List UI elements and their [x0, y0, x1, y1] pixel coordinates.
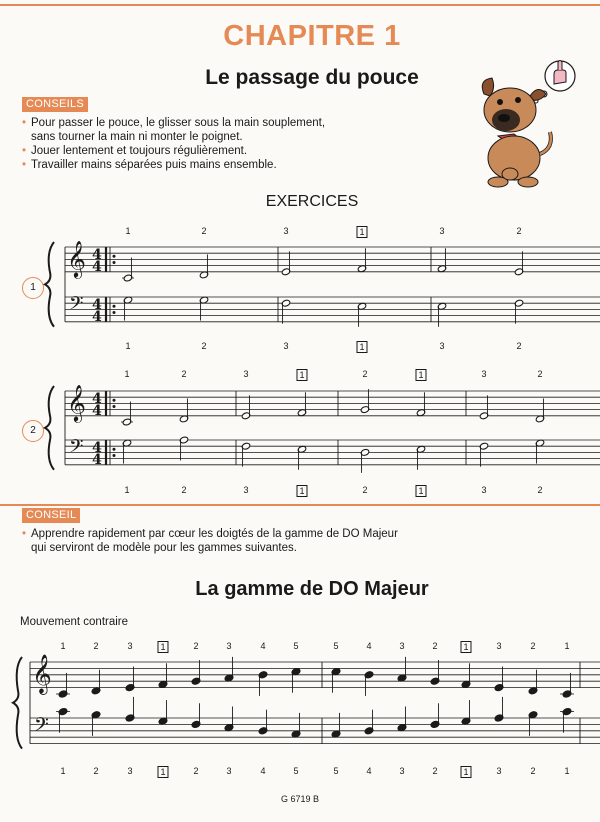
conseils-label: CONSEILS — [22, 97, 88, 112]
finger-number: 3 — [127, 766, 133, 776]
finger-number: 2 — [537, 485, 543, 495]
finger-number: 2 — [181, 485, 187, 495]
time-signature: 4 — [92, 390, 102, 407]
finger-number: 4 — [366, 641, 372, 651]
finger-number: 2 — [362, 369, 368, 379]
finger-number: 2 — [93, 641, 99, 651]
finger-number: 1 — [415, 485, 426, 497]
finger-number: 1 — [157, 766, 168, 778]
exercices-title: EXERCICES — [265, 193, 359, 210]
bass-clef: 𝄢 — [69, 293, 84, 320]
conseil-item: • Jouer lentement et toujours régulièrement. — [22, 144, 325, 158]
chapter-title: CHAPITRE 1 — [223, 20, 401, 52]
grand-staff-brace — [45, 386, 54, 470]
bass-clef: 𝄢 — [34, 714, 49, 741]
time-signature: 4 — [92, 246, 102, 263]
finger-number: 5 — [293, 641, 299, 651]
finger-number: 2 — [537, 369, 543, 379]
finger-number: 1 — [564, 641, 570, 651]
repeat-dot — [113, 454, 116, 457]
treble-clef: 𝄞 — [67, 383, 87, 422]
finger-number: 2 — [193, 641, 199, 651]
finger-number: 3 — [283, 341, 289, 351]
finger-number: 3 — [399, 766, 405, 776]
finger-number: 1 — [460, 766, 471, 778]
finger-number: 5 — [333, 641, 339, 651]
finger-number: 3 — [439, 341, 445, 351]
finger-number: 1 — [60, 766, 66, 776]
finger-number: 5 — [293, 766, 299, 776]
treble-clef: 𝄞 — [67, 239, 87, 278]
finger-number: 3 — [496, 766, 502, 776]
conseil-item-continued-text: qui serviront de modèle pour les gammes suivantes. — [31, 542, 297, 554]
conseil-item: • Pour passer le pouce, le glisser sous la main souplement, — [22, 116, 325, 130]
time-signature: 4 — [92, 452, 102, 469]
finger-number: 2 — [193, 766, 199, 776]
finger-number: 1 — [415, 369, 426, 381]
repeat-dot — [113, 255, 116, 258]
bass-clef: 𝄢 — [69, 436, 84, 463]
finger-number: 1 — [356, 341, 367, 353]
repeat-dot — [113, 305, 116, 308]
finger-number: 1 — [460, 641, 471, 653]
finger-number: 4 — [260, 766, 266, 776]
conseil-label: CONSEIL — [22, 508, 80, 523]
repeat-dot — [113, 405, 116, 408]
grand-staff-brace — [13, 657, 22, 749]
exercise-number: 1 — [22, 277, 44, 299]
finger-number: 3 — [243, 369, 249, 379]
finger-number: 3 — [481, 369, 487, 379]
finger-number: 1 — [124, 369, 130, 379]
exercise-number: 2 — [22, 420, 44, 442]
footer-code: G 6719 B — [280, 794, 320, 804]
section-title: Le passage du pouce — [205, 66, 419, 89]
finger-number: 4 — [366, 766, 372, 776]
scale-subtitle: Mouvement contraire — [20, 616, 129, 628]
finger-number: 2 — [530, 766, 536, 776]
finger-number: 2 — [181, 369, 187, 379]
finger-number: 2 — [516, 226, 522, 236]
finger-number: 3 — [283, 226, 289, 236]
finger-number: 1 — [157, 641, 168, 653]
finger-number: 2 — [93, 766, 99, 776]
repeat-dot — [113, 261, 116, 264]
scale-title: La gamme de DO Majeur — [195, 578, 429, 600]
finger-number: 1 — [296, 369, 307, 381]
repeat-dot — [113, 448, 116, 451]
finger-number: 3 — [226, 641, 232, 651]
finger-number: 3 — [399, 641, 405, 651]
grand-staff-brace — [45, 242, 54, 327]
finger-number: 3 — [481, 485, 487, 495]
finger-number: 2 — [362, 485, 368, 495]
finger-number: 2 — [516, 341, 522, 351]
finger-number: 3 — [496, 641, 502, 651]
finger-number: 1 — [124, 485, 130, 495]
finger-number: 5 — [333, 766, 339, 776]
finger-number: 2 — [201, 341, 207, 351]
finger-number: 1 — [125, 341, 131, 351]
conseil-rule — [0, 504, 600, 506]
time-signature: 4 — [92, 296, 102, 313]
finger-number: 2 — [432, 641, 438, 651]
finger-number: 1 — [564, 766, 570, 776]
finger-number: 3 — [226, 766, 232, 776]
finger-number: 2 — [530, 641, 536, 651]
finger-number: 1 — [60, 641, 66, 651]
conseil-item-continued-text: sans tourner la main ni monter le poignet. — [31, 131, 243, 143]
conseil-list — [22, 527, 398, 555]
finger-number: 1 — [296, 485, 307, 497]
conseil-item-continued — [22, 541, 398, 555]
conseil-item: • Travailler mains séparées puis mains ensemble. — [22, 158, 325, 172]
finger-number: 2 — [432, 766, 438, 776]
conseil-item: • Apprendre rapidement par cœur les doigtés de la gamme de DO Majeur — [22, 527, 398, 541]
time-signature: 4 — [92, 259, 102, 276]
finger-number: 1 — [125, 226, 131, 236]
finger-number: 4 — [260, 641, 266, 651]
finger-number: 2 — [201, 226, 207, 236]
repeat-dot — [113, 311, 116, 314]
repeat-dot — [113, 399, 116, 402]
finger-number: 1 — [356, 226, 367, 238]
finger-number: 3 — [243, 485, 249, 495]
finger-number: 3 — [439, 226, 445, 236]
finger-number: 3 — [127, 641, 133, 651]
time-signature: 4 — [92, 309, 102, 326]
time-signature: 4 — [92, 439, 102, 456]
treble-clef: 𝄞 — [32, 654, 52, 694]
time-signature: 4 — [92, 403, 102, 420]
